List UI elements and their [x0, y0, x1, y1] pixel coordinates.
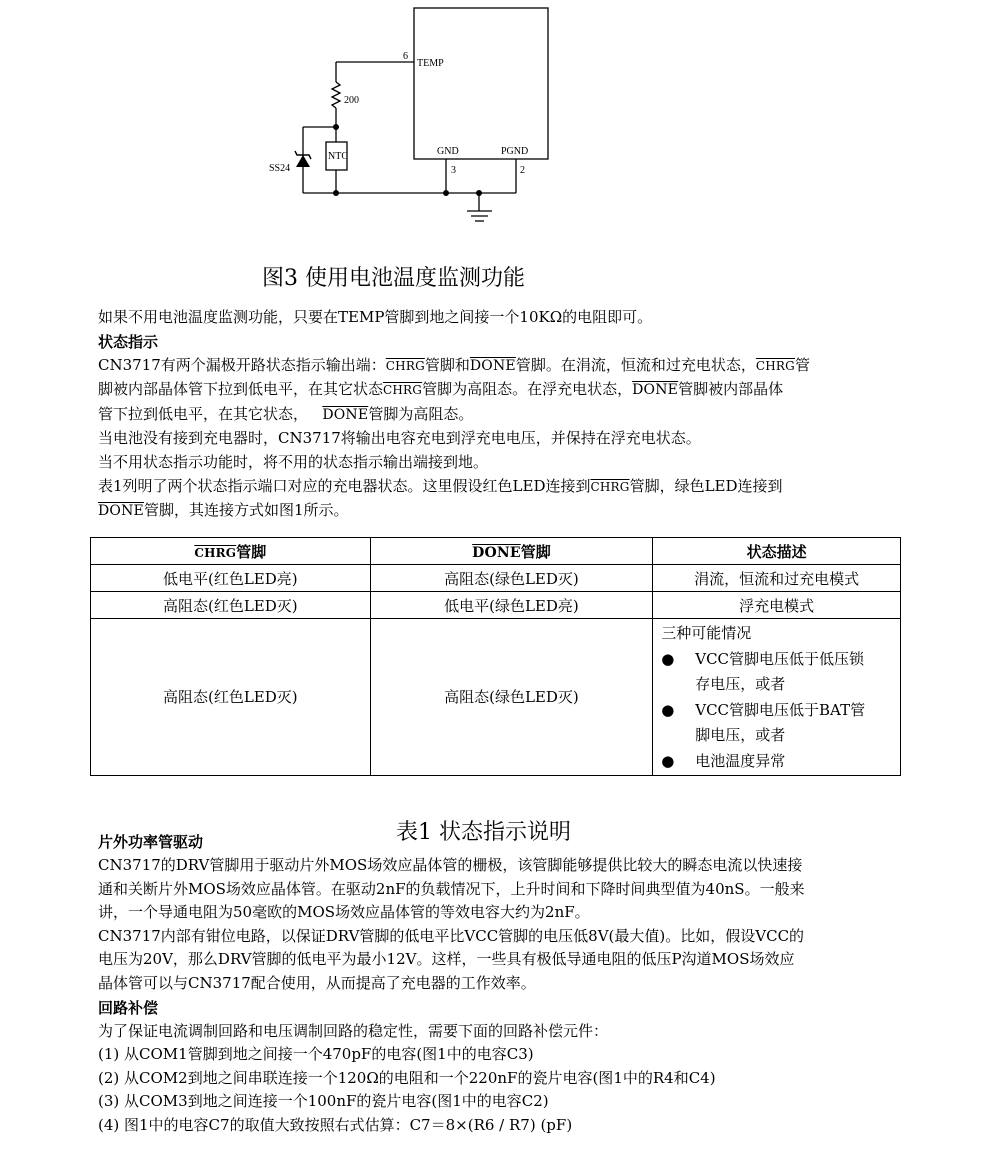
chip-outline — [414, 8, 548, 159]
table-cell: 涓流，恒流和过充电模式 — [653, 565, 901, 592]
table-cell: 高阻态(红色LED灭) — [91, 619, 371, 776]
resistor-200 — [332, 82, 340, 108]
table-cell-multiline: 三种可能情况 ● VCC管脚电压低于低压锁 存电压，或者 ● VCC管脚电压低于BAT管 脚电压，或者 ● 电池温度异常 — [653, 619, 901, 776]
pin-gnd-number: 3 — [451, 165, 456, 176]
figure-3-caption: 图3 使用电池温度监测功能 — [262, 266, 525, 291]
driver-section — [98, 830, 898, 1138]
ntc-label: NTC — [328, 151, 348, 162]
status-section — [98, 306, 898, 524]
temperature-monitor-schematic — [0, 0, 991, 240]
done-pin: DONE — [322, 406, 369, 423]
driver-section-title: 片外功率管驱动 — [98, 833, 204, 851]
intro-paragraph: 如果不用电池温度监测功能，只要在TEMP管脚到地之间接一个10KΩ的电阻即可。 — [98, 308, 653, 326]
loop-intro: 为了保证电流调制回路和电压调制回路的稳定性，需要下面的回路补偿元件： — [98, 1021, 609, 1040]
status-paragraph-3: 当不用状态指示功能时，将不用的状态指示输出端接到地。 — [98, 452, 489, 471]
driver-line: 讲，一个导通电阻为50毫欧的MOS场效应晶体管的等效电容大约为2nF。 — [98, 903, 590, 922]
header-done-pin: DONE管脚 — [370, 538, 653, 565]
loop-item: (2) 从COM2到地之间串联连接一个120Ω的电阻和一个220nF的瓷片电容(图1中的R4和C4) — [98, 1068, 716, 1087]
table-row — [91, 592, 901, 619]
pin-temp-label: TEMP — [417, 58, 444, 69]
bullet-icon: ● — [661, 751, 675, 770]
table-cell: 高阻态(绿色LED灭) — [370, 565, 653, 592]
chrg-pin: CHRG — [383, 383, 423, 398]
pin-pgnd-number: 2 — [520, 165, 525, 176]
bullet-icon: ● — [661, 700, 675, 719]
diode-label: SS24 — [269, 163, 291, 174]
table-header-row — [91, 538, 901, 565]
status-paragraph-line: 脚被内部晶体管下拉到低电平，在其它状态CHRG管脚为高阻态。在浮充电状态，DONE管脚被内部晶体 — [98, 380, 784, 399]
pin-temp-number: 6 — [403, 51, 408, 62]
done-pin: DONE — [632, 382, 679, 399]
table-cell: 高阻态(绿色LED灭) — [370, 619, 653, 776]
pin-pgnd-label: PGND — [501, 146, 529, 157]
status-paragraph-2: 当电池没有接到充电器时，CN3717将输出电容充电到浮充电电压，并保持在浮充电状态。 — [98, 429, 701, 448]
driver-line: 电压为20V，那么DRV管脚的低电平为最小12V。这样，一些具有极低导通电阻的低压P沟道MOS场效应 — [98, 950, 795, 969]
header-chrg-pin: CHRG管脚 — [91, 538, 371, 565]
table-cell: 低电平(绿色LED亮) — [370, 592, 653, 619]
loop-section-title: 回路补偿 — [98, 998, 159, 1017]
loop-item: (4) 图1中的电容C7的取值大致按照右式估算：C7＝8×(R6 / R7) (pF) — [98, 1115, 573, 1134]
loop-item: (1) 从COM1管脚到地之间接一个470pF的电容(图1中的电容C3) — [98, 1045, 534, 1064]
status-paragraph-line: 表1列明了两个状态指示端口对应的充电器状态。这里假设红色LED连接到CHRG管脚，绿色LED连接到 — [98, 476, 783, 495]
done-pin: DONE — [98, 503, 144, 520]
table-row — [91, 565, 901, 592]
status-section-title: 状态指示 — [98, 332, 159, 351]
table-1-caption: 表1 状态指示说明 — [396, 820, 571, 845]
resistor-label: 200 — [344, 95, 359, 106]
chrg-pin: CHRG — [590, 479, 630, 494]
status-paragraph-line: 管下拉到低电平，在其它状态， DONE管脚为高阻态。 — [98, 404, 474, 423]
status-table — [90, 537, 901, 776]
driver-line: 通和关断片外MOS场效应晶体管。在驱动2nF的负载情况下，上升时间和下降时间典型值为40nS。一般来 — [98, 879, 805, 898]
done-pin: DONE — [469, 357, 516, 374]
loop-item: (3) 从COM3到地之间连接一个100nF的瓷片电容(图1中的电容C2) — [98, 1092, 549, 1111]
driver-line: 晶体管可以与CN3717配合使用，从而提高了充电器的工作效率。 — [98, 973, 536, 992]
driver-line: CN3717的DRV管脚用于驱动片外MOS场效应晶体管的栅极，该管脚能够提供比较大的瞬态电流以快速接 — [98, 856, 803, 874]
chrg-pin: CHRG — [385, 358, 425, 373]
header-status-desc: 状态描述 — [653, 538, 901, 565]
status-paragraph-line: CN3717有两个漏极开路状态指示输出端：CHRG管脚和DONE管脚。在涓流，恒流和过充电状态，CHRG管 — [98, 355, 810, 374]
pin-gnd-label: GND — [437, 146, 459, 157]
table-cell: 低电平(红色LED亮) — [91, 565, 371, 592]
chrg-pin: CHRG — [755, 358, 795, 373]
table-cell: 高阻态(红色LED灭) — [91, 592, 371, 619]
driver-line: CN3717内部有钳位电路，以保证DRV管脚的低电平比VCC管脚的电压低8V(最大值)。比如，假设VCC的 — [98, 926, 805, 945]
table-row — [91, 619, 901, 776]
bullet-icon: ● — [661, 649, 675, 668]
status-paragraph-line: DONE管脚，其连接方式如图1所示。 — [98, 501, 349, 520]
table-cell: 浮充电模式 — [653, 592, 901, 619]
